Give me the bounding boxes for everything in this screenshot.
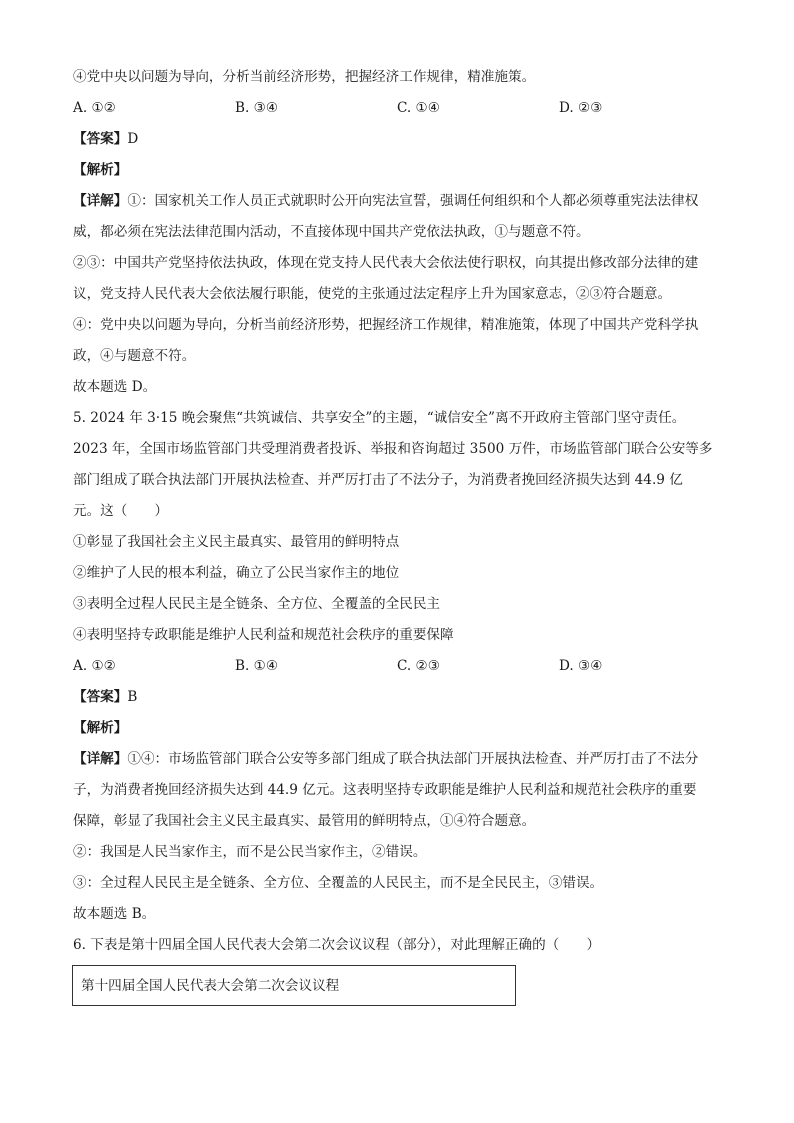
q4-detail-line: 威，都必须在宪法法律范围内活动，不直接体现中国共产党依法执政，①与题意不符。 (73, 224, 590, 240)
q6-stem: 6. 下表是第十四届全国人民代表大会第二次会议议程（部分），对此理解正确的（ ） (73, 937, 601, 953)
detail-label: 【详解】 (73, 193, 128, 209)
q5-statement: ④表明坚持专政职能是维护人民利益和规范社会秩序的重要保障 (73, 627, 454, 643)
answer-label: 【答案】 (73, 689, 128, 705)
q4-detail-line: ②③：中国共产党坚持依法执政，体现在党支持人民代表大会依法使行职权，向其提出修改部分法律的建 (73, 255, 699, 271)
q6-agenda-table (72, 965, 516, 1006)
q6-table-title: 第十四届全国人民代表大会第二次会议议程 (81, 978, 340, 994)
answer-value: D (127, 131, 139, 147)
q4-conclusion: 故本题选 D。 (73, 379, 157, 395)
q4-answer (73, 124, 723, 155)
q5-options (73, 651, 723, 682)
q5-stem-line: 2023 年，全国市场监管部门共受理消费者投诉、举报和咨询超过 3500 万件，市场监管部门联合公安等多 (73, 441, 713, 457)
q5-analysis-label: 【解析】 (73, 720, 128, 736)
q5-option-d: D. ③④ (559, 658, 603, 674)
q4-detail-line (73, 186, 723, 217)
q5-conclusion: 故本题选 B。 (73, 906, 156, 922)
answer-label: 【答案】 (73, 131, 128, 147)
detail-text: ①④：市场监管部门联合公安等多部门组成了联合执法部门开展执法检查、并严厉打击了不法分 (127, 751, 699, 767)
document-page (73, 62, 723, 961)
q5-option-b: B. ①④ (235, 658, 279, 674)
q5-option-c: C. ②③ (397, 658, 440, 674)
detail-text: ①：国家机关工作人员正式就职时公开向宪法宣誓，强调任何组织和个人都必须尊重宪法法律权 (127, 193, 699, 209)
q5-option-a: A. ①② (73, 658, 116, 674)
q5-detail-line: 子，为消费者挽回经济损失达到 44.9 亿元。这表明坚持专政职能是维护人民利益和规范社会秩序的重要 (73, 782, 697, 798)
q5-detail-line: ③：全过程人民民主是全链条、全方位、全覆盖的人民民主，而不是全民民主，③错误。 (73, 875, 604, 891)
q5-answer (73, 682, 723, 713)
q5-detail-line: 保障，彰显了我国社会主义民主最真实、最管用的鲜明特点，①④符合题意。 (73, 813, 536, 829)
q4-option-d: D. ②③ (559, 100, 603, 116)
q4-statement-4: ④党中央以问题为导向，分析当前经济形势，把握经济工作规律，精准施策。 (73, 69, 536, 85)
q4-detail-line: 政，④与题意不符。 (73, 348, 196, 364)
q5-detail-line: ②：我国是人民当家作主，而不是公民当家作主，②错误。 (73, 844, 427, 860)
q5-detail-line (73, 744, 723, 775)
q4-detail-line: ④：党中央以问题为导向，分析当前经济形势，把握经济工作规律，精准施策，体现了中国共产党科学执 (73, 317, 699, 333)
answer-value: B (127, 689, 138, 705)
q5-stem-line: 元。这（ ） (73, 503, 169, 519)
q4-analysis-label: 【解析】 (73, 162, 128, 178)
q5-stem-line: 部门组成了联合执法部门开展执法检查、并严厉打击了不法分子，为消费者挽回经济损失达到 44.9 亿 (73, 472, 683, 488)
q4-detail-line: 议，党支持人民代表大会依法履行职能，使党的主张通过法定程序上升为国家意志，②③符合题意。 (73, 286, 672, 302)
q5-statement: ①彰显了我国社会主义民主最真实、最管用的鲜明特点 (73, 534, 400, 550)
q4-option-a: A. ①② (73, 100, 116, 116)
q5-statement: ②维护了人民的根本利益，确立了公民当家作主的地位 (73, 565, 400, 581)
q4-option-c: C. ①④ (397, 100, 440, 116)
detail-label: 【详解】 (73, 751, 128, 767)
q5-stem-line: 5. 2024 年 3·15 晚会聚焦“共筑诚信、共享安全”的主题，“诚信安全”离不开政府主管部门坚守责任。 (73, 410, 686, 426)
q4-options (73, 93, 723, 124)
q5-statement: ③表明全过程人民民主是全链条、全方位、全覆盖的全民民主 (73, 596, 441, 612)
q4-option-b: B. ③④ (235, 100, 279, 116)
